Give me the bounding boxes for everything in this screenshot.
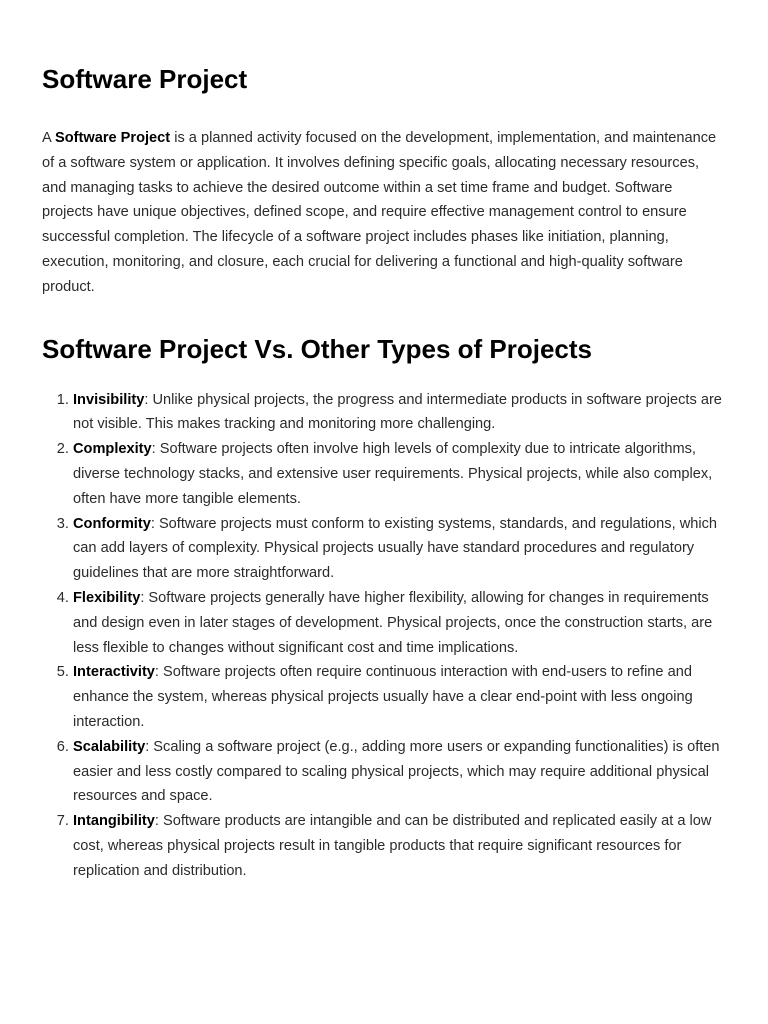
list-item-term: Complexity (73, 441, 152, 458)
section-title-software-project: Software Project (42, 64, 248, 94)
list-item-text: : Software projects often require continuous interaction with end-users to refine and enhance the system, whereas physical projects usually have a clear end-point with less ongoing interaction. (73, 664, 693, 730)
list-item-term: Conformity (73, 515, 151, 532)
intro-paragraph (42, 126, 726, 300)
intro-prefix: A (42, 130, 55, 146)
list-item (73, 660, 726, 734)
list-item (73, 437, 726, 511)
list-item-text: : Software projects must conform to existing systems, standards, and regulations, which can add layers of complexity. Physical projects usually have standard procedures and regulatory guidelines that are more straightforward. (73, 515, 718, 582)
intro-bold-term: Software Project (54, 130, 171, 146)
list-item (73, 735, 726, 809)
list-item-term: Flexibility (73, 589, 141, 606)
list-item (73, 809, 726, 883)
list-item-term: Scalability (73, 738, 146, 755)
list-item-text: : Software projects often involve high levels of complexity due to intricate algorithms, diverse technology stacks, and extensive user requirements. Physical projects, while also complex, often have more tangible elements. (73, 441, 713, 507)
list-item-term: Invisibility (73, 391, 145, 408)
comparison-list (42, 388, 726, 884)
list-item-text: : Software products are intangible and can be distributed and replicated easily at a low cost, whereas physical projects result in tangible products that require significant resources for replication and distribution. (73, 813, 712, 879)
intro-body: is a planned activity focused on the development, implementation, and maintenance of a software system or application. It involves defining specific goals, allocating necessary resources, and managing tasks to achieve the desired outcome within a set time frame and budget. Software projects have unique objectives, defined scope, and require effective management control to ensure successful completion. The lifecycle of a software project includes phases like initiation, planning, execution, monitoring, and closure, each crucial for delivering a functional and high-quality software product. (42, 130, 717, 295)
list-item (73, 388, 726, 438)
list-item-text: : Scaling a software project (e.g., adding more users or expanding functionalities) is often easier and less costly compared to scaling physical projects, which may require additional physical resources and space. (73, 738, 720, 805)
list-item-text: : Software projects generally have higher flexibility, allowing for changes in requirements and design even in later stages of development. Physical projects, once the construction starts, are less flexible to changes without significant cost and time implications. (73, 589, 713, 656)
list-item (73, 512, 726, 586)
list-item (73, 586, 726, 660)
list-item-term: Interactivity (73, 664, 155, 681)
section-title-comparison: Software Project Vs. Other Types of Projects (42, 333, 593, 364)
list-item-term: Intangibility (73, 813, 155, 830)
list-item-text: : Unlike physical projects, the progress and intermediate products in software projects are not visible. This makes tracking and monitoring more challenging. (73, 391, 722, 433)
